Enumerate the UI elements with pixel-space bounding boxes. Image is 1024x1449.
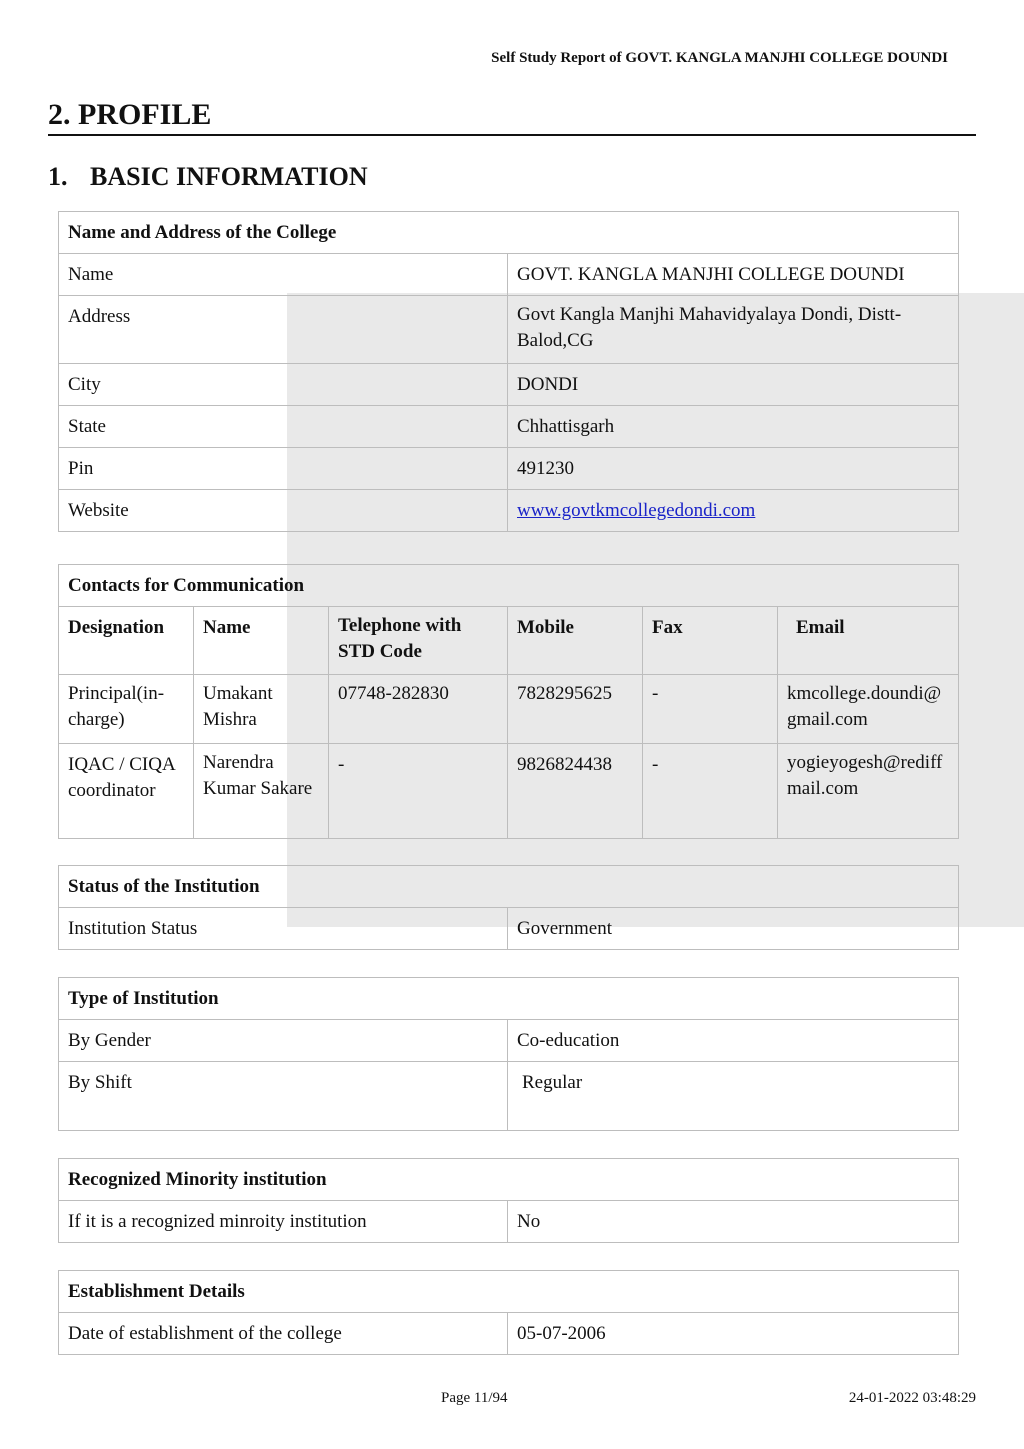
- contact-telephone: 07748-282830: [329, 675, 508, 744]
- contact-fax: -: [643, 675, 778, 744]
- status-heading: Status of the Institution: [59, 866, 959, 908]
- pin-label: Pin: [59, 448, 508, 490]
- contact-mobile: 7828295625: [508, 675, 643, 744]
- col-name: Name: [194, 607, 329, 675]
- establishment-value: 05-07-2006: [508, 1313, 959, 1355]
- establishment-heading: Establishment Details: [59, 1271, 959, 1313]
- report-header: Self Study Report of GOVT. KANGLA MANJHI COLLEGE DOUNDI: [491, 50, 948, 66]
- contacts-table: [58, 564, 959, 839]
- status-value: Government: [508, 908, 959, 950]
- shift-label: By Shift: [59, 1062, 508, 1131]
- contact-mobile: 9826824438: [508, 744, 643, 839]
- minority-label: If it is a recognized minroity institution: [59, 1201, 508, 1243]
- minority-value: No: [508, 1201, 959, 1243]
- type-heading: Type of Institution: [59, 978, 959, 1020]
- city-label: City: [59, 364, 508, 406]
- contact-name: Umakant Mishra: [194, 675, 329, 744]
- subsection-title: BASIC INFORMATION: [90, 162, 368, 191]
- state-label: State: [59, 406, 508, 448]
- website-link[interactable]: www.govtkmcollegedondi.com: [517, 500, 756, 521]
- contact-fax: -: [643, 744, 778, 839]
- address-heading: Name and Address of the College: [59, 212, 959, 254]
- contact-designation: IQAC / CIQA coordinator: [59, 744, 194, 839]
- section-profile-title: 2. PROFILE: [48, 98, 976, 136]
- name-value: GOVT. KANGLA MANJHI COLLEGE DOUNDI: [508, 254, 959, 296]
- col-designation: Designation: [59, 607, 194, 675]
- col-email: Email: [778, 607, 959, 675]
- contact-email: yogieyogesh@rediffmail.com: [778, 744, 959, 839]
- state-value: Chhattisgarh: [508, 406, 959, 448]
- contact-designation: Principal(in-charge): [59, 675, 194, 744]
- address-value: Govt Kangla Manjhi Mahavidyalaya Dondi, Distt-Balod,CG: [508, 296, 959, 364]
- minority-table: [58, 1158, 959, 1243]
- establishment-table: [58, 1270, 959, 1355]
- address-table: [58, 211, 959, 532]
- contacts-heading: Contacts for Communication: [59, 565, 959, 607]
- pin-value: 491230: [508, 448, 959, 490]
- status-label: Institution Status: [59, 908, 508, 950]
- address-label: Address: [59, 296, 508, 364]
- website-label: Website: [59, 490, 508, 532]
- contact-telephone: -: [329, 744, 508, 839]
- table-row: [59, 744, 959, 839]
- status-table: [58, 865, 959, 950]
- contact-email: kmcollege.doundi@gmail.com: [778, 675, 959, 744]
- col-telephone: Telephone with STD Code: [329, 607, 508, 675]
- gender-value: Co-education: [508, 1020, 959, 1062]
- subsection-basic-information: [48, 162, 368, 192]
- type-table: [58, 977, 959, 1131]
- col-mobile: Mobile: [508, 607, 643, 675]
- gender-label: By Gender: [59, 1020, 508, 1062]
- establishment-label: Date of establishment of the college: [59, 1313, 508, 1355]
- shift-value: Regular: [508, 1062, 959, 1131]
- contact-name: Narendra Kumar Sakare: [194, 744, 329, 839]
- name-label: Name: [59, 254, 508, 296]
- table-row: [59, 675, 959, 744]
- timestamp: 24-01-2022 03:48:29: [848, 1390, 976, 1406]
- col-fax: Fax: [643, 607, 778, 675]
- city-value: DONDI: [508, 364, 959, 406]
- subsection-number: 1.: [48, 162, 68, 191]
- page-number: Page 11/94: [441, 1390, 508, 1406]
- minority-heading: Recognized Minority institution: [59, 1159, 959, 1201]
